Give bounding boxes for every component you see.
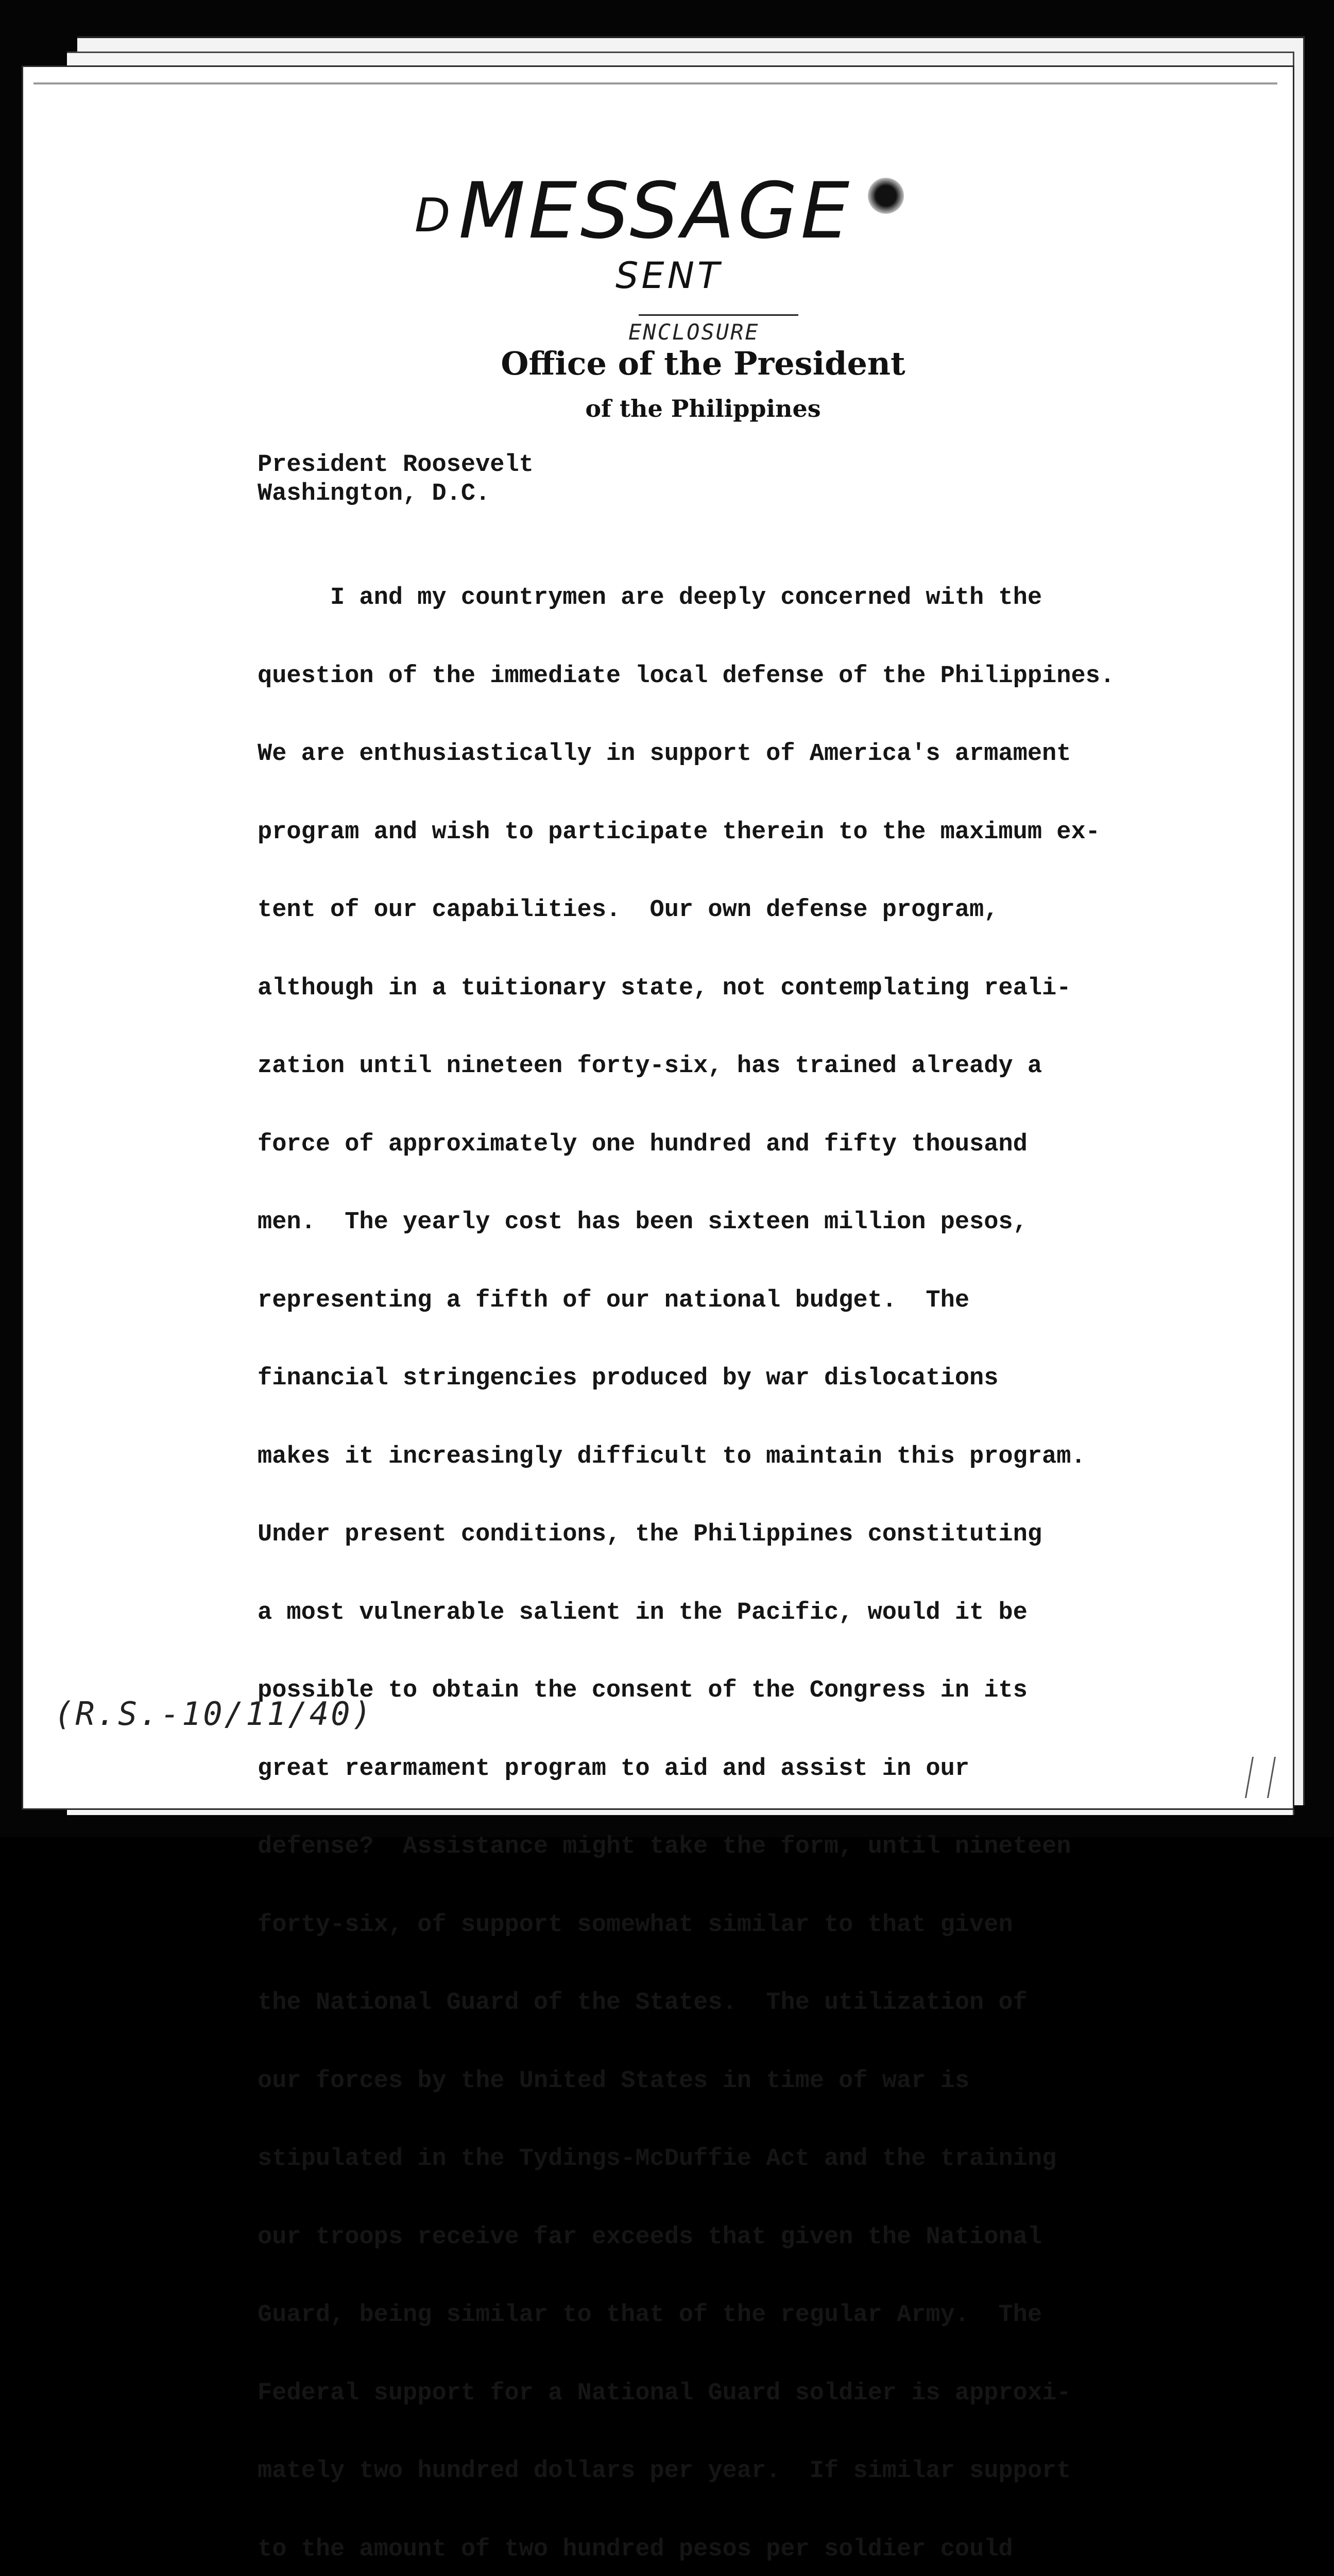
body-line: although in a tuitionary state, not contemplating reali- [258,974,1071,1002]
body-line: forty-six, of support somewhat similar to that given [258,1911,1013,1939]
body-line: Federal support for a National Guard soldier is approxi- [258,2379,1071,2407]
body-line: zation until nineteen forty-six, has trained already a [258,1053,1042,1080]
body-line: possible to obtain the consent of the Congress in its [258,1677,1028,1704]
body-line: the National Guard of the States. The utilization of [258,1989,1028,2016]
body-line: our troops receive far exceeds that given the National [258,2223,1042,2251]
body-line: our forces by the United States in time of war is [258,2067,970,2095]
body-line: question of the immediate local defense of the Philippines. [258,662,1115,690]
body-line: force of approximately one hundred and fifty thousand [258,1130,1028,1158]
enclosure-underline [639,314,798,316]
body-line: mately two hundred dollars per year. If similar support [258,2458,1071,2485]
recipient-location: Washington, D.C. [258,480,490,507]
body-line: to the amount of two hundred pesos per soldier could [258,2535,1013,2563]
body-line: stipulated in the Tydings-McDuffie Act and the training [258,2145,1057,2173]
body-text [258,533,1115,2576]
ink-blot [868,178,904,214]
corner-mark [1245,1757,1276,1798]
body-line: We are enthusiastically in support of America's armament [258,740,1071,768]
sent-label: SENT [615,255,723,297]
office-subheading: of the Philippines [585,395,821,422]
message-title-text: MESSAGE [458,166,853,256]
body-line: tent of our capabilities. Our own defense program, [258,896,999,924]
body-line: program and wish to participate therein to the maximum ex- [258,818,1100,846]
body-line: great rearmament program to aid and assist in our [258,1755,970,1783]
office-heading: Office of the President [501,345,905,382]
message-title-prefix: D [415,189,454,243]
body-line: makes it increasingly difficult to maintain this program. [258,1443,1086,1470]
reference-note: (R.S.-10/11/40) [54,1695,373,1733]
body-line: men. The yearly cost has been sixteen million pesos, [258,1209,1028,1236]
document-page [23,67,1293,2563]
body-line: I and my countrymen are deeply concerned with the [258,584,1042,612]
address-block [258,451,534,509]
top-rule [33,82,1277,84]
recipient-name: President Roosevelt [258,451,534,479]
body-line: defense? Assistance might take the form, until nineteen [258,1833,1071,1860]
body-line: Under present conditions, the Philippines constituting [258,1521,1042,1548]
enclosure-annotation: ENCLOSURE [628,319,760,345]
body-line: Guard, being similar to that of the regular Army. The [258,2301,1042,2329]
body-line: financial stringencies produced by war dislocations [258,1365,999,1392]
body-line: representing a fifth of our national budget. The [258,1286,970,1314]
body-line: a most vulnerable salient in the Pacific, would it be [258,1599,1028,1626]
message-title [415,166,853,256]
